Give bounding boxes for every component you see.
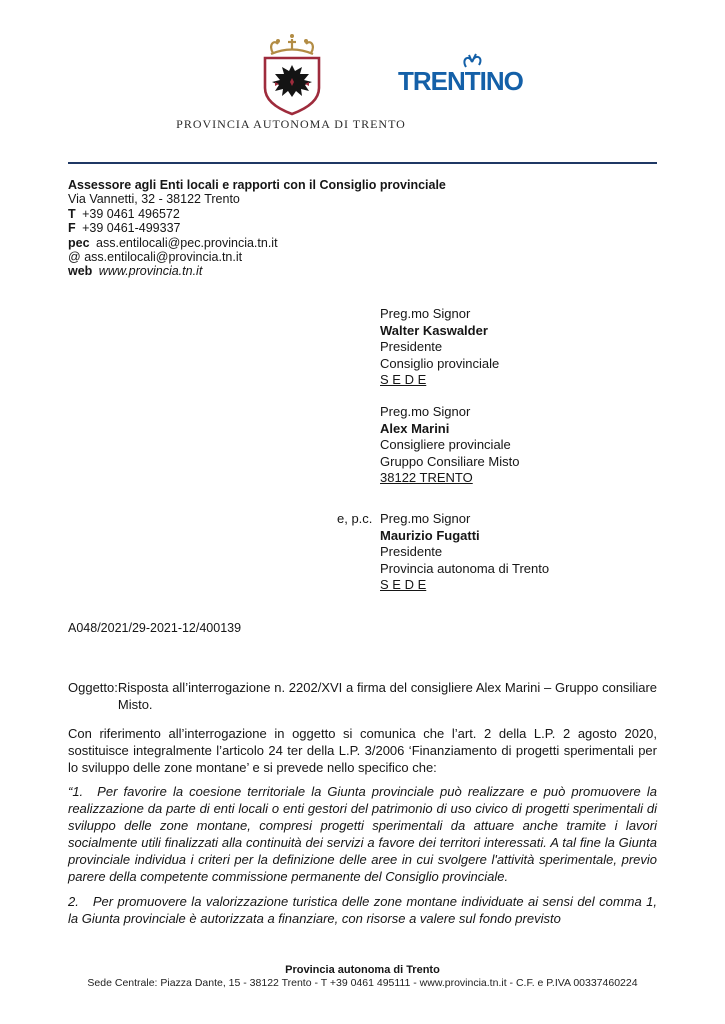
pec-value: ass.entilocali@pec.provincia.tn.it [96,235,278,250]
sender-email [68,250,446,264]
recipient-org: Provincia autonoma di Trento [380,560,550,576]
recipient-salutation: Preg.mo Signor [380,306,471,321]
fax-label: F [68,221,76,236]
coat-of-arms-caption: PROVINCIA AUTONOMA DI TRENTO [176,117,406,131]
recipient-name: Alex Marini [380,420,450,436]
recipient-name: Maurizio Fugatti [380,527,480,543]
sender-web [68,264,446,278]
recipient-org: Consiglio provinciale [380,355,500,371]
phone-label: T [68,206,76,221]
quote-paragraph-2 [68,894,657,928]
recipient-destination: 38122 TRENTO [380,470,473,486]
recipient-org: Gruppo Consiliare Misto [380,453,520,469]
quote-paragraph-1 [68,784,657,885]
body-paragraph-1: Con riferimento all’interrogazione in oggetto si comunica che l’art. 2 della L.P. 2 agosto 2020, sostituisce integralmente l’articolo 24 ter della L.P. 3/2006 ‘Finanziamento di progetti sperimentali per lo sviluppo delle zone montane’ e si prevede nello specifico che: [68,726,657,775]
recipient-role: Presidente [380,544,443,560]
sender-title: Assessore agli Enti locali e rapporti con il Consiglio provinciale [68,178,446,192]
cc-label: e, p.c. [337,510,373,526]
recipient-2 [380,404,549,487]
web-label: web [68,264,93,279]
fax-value: +39 0461-499337 [82,221,181,236]
sender-fax [68,221,446,235]
recipient-role: Consigliere provinciale [380,437,511,453]
subject-block [68,679,657,713]
web-value: www.provincia.tn.it [98,264,203,279]
quote-1-number: “1. [68,784,84,799]
coat-of-arms [247,32,337,121]
at-icon: @ [68,250,81,265]
recipient-3-cc [337,510,550,594]
page-footer [0,963,725,990]
sender-phone [68,207,446,221]
subject-label: Oggetto: [68,680,118,695]
recipient-1 [380,306,549,389]
quote-1-text: Per favorire la coesione territoriale la Giunta provinciale può realizzare e può promuovere la realizzazione da parte di enti locali o enti gestori del patrimonio di uso civico di progetti sperimentali di sviluppo delle zone montane, compresi progetti sperimentali da attuare anche tramite i lavori socialmente utili finalizzati alla continuità dei servizi a favore dei territori interessati. A tal fine la Giunta provinciale individua i criteri per la definizione delle aree in cui svolgere l'attività sperimentale, previo parere della competente commissione permanente del Consiglio provinciale. [68,784,657,884]
recipient-destination: S E D E [380,577,427,593]
phone-value: +39 0461 496572 [82,206,180,221]
recipient-destination: S E D E [380,372,427,388]
sender-pec [68,236,446,250]
recipient-salutation: Preg.mo Signor [380,510,471,526]
sender-block [68,178,446,279]
sender-address: Via Vannetti, 32 - 38122 Trento [68,192,240,207]
quote-2-number: 2. [68,894,79,909]
trentino-logo [398,54,548,100]
recipient-name: Walter Kaswalder [380,322,488,338]
recipient-role: Presidente [380,339,443,355]
pec-label: pec [68,235,90,250]
protocol-reference: A048/2021/29-2021-12/400139 [68,621,242,635]
footer-address: Sede Centrale: Piazza Dante, 15 - 38122 Trento - T +39 0461 495111 - www.provincia.tn.it - C.F. e P.IVA 00337460224 [87,977,638,989]
subject-text: Risposta all’interrogazione n. 2202/XVI a firma del consigliere Alex Marini – Gruppo consiliare Misto. [117,680,657,712]
email-value: ass.entilocali@provincia.tn.it [84,250,243,265]
header-rule [68,162,657,164]
quote-2-text: Per promuovere la valorizzazione turistica delle zone montane individuate ai sensi del comma 1, la Giunta provinciale è autorizzata a finanziare, con risorse a valere sul fondo previsto [68,894,657,926]
recipient-salutation: Preg.mo Signor [380,403,471,419]
footer-organization: Provincia autonoma di Trento [285,964,440,976]
trentino-logo-text: TRENTINO [398,66,523,96]
recipients-block [337,306,550,609]
eagle-shield-icon [247,32,337,116]
